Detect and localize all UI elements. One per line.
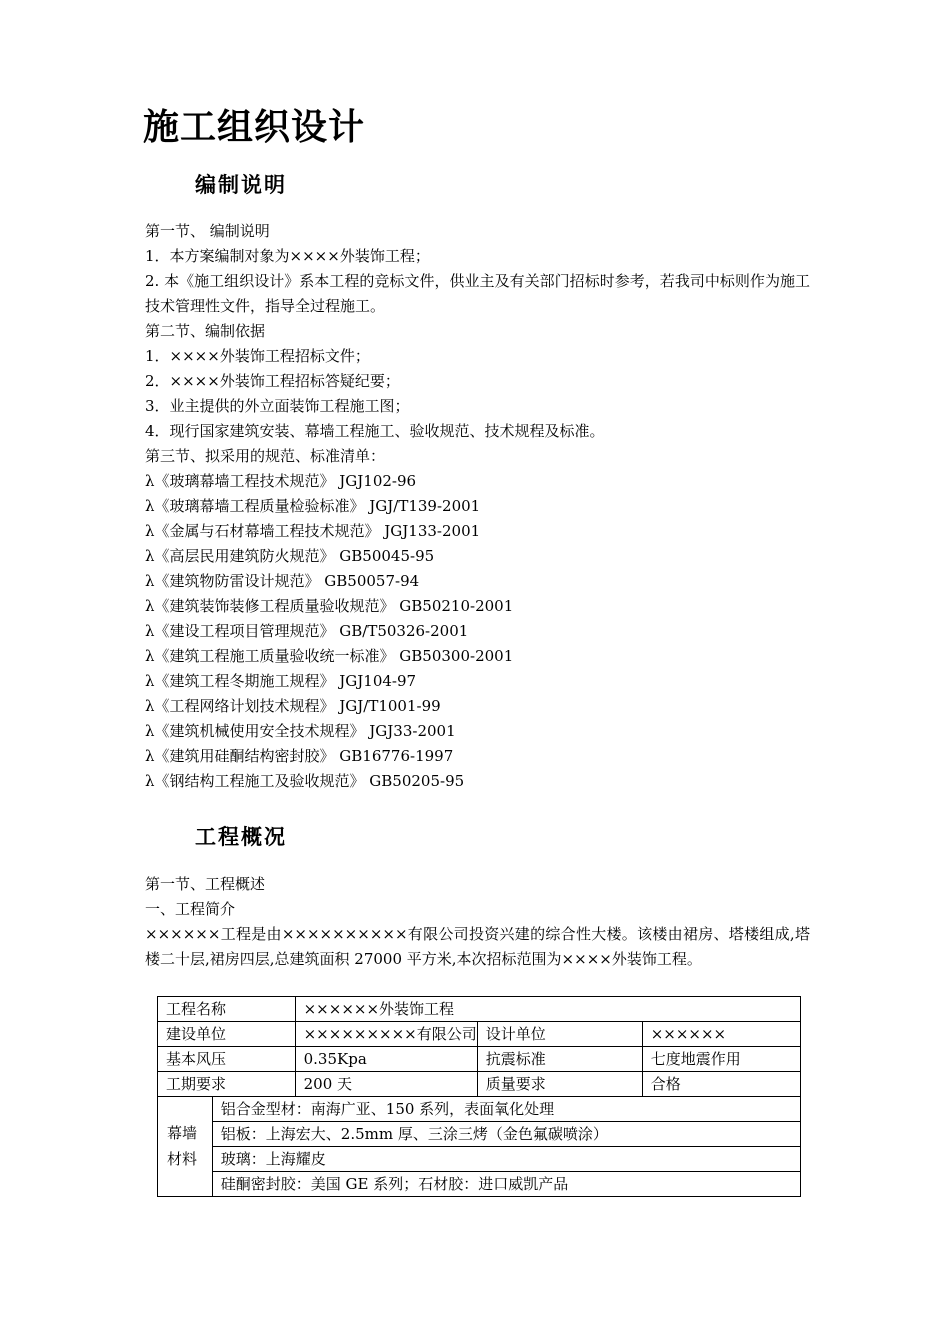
text-paragraph: 2. 本《施工组织设计》系本工程的竞标文件，供业主及有关部门招标时参考，若我司中标则作为施工技术管理性文件，指导全过程施工。 (145, 272, 810, 315)
materials-label-cell: 幕墙材料 (158, 1097, 213, 1197)
standard-item: λ《建筑工程施工质量验收统一标准》 GB50300-2001 (145, 647, 514, 665)
table-cell-label: 基本风压 (158, 1047, 296, 1072)
standard-item: λ《建筑物防雷设计规范》 GB50057-94 (145, 572, 420, 590)
standard-item: λ《建筑用硅酮结构密封胶》 GB16776-1997 (145, 747, 454, 765)
table-row (158, 997, 801, 1022)
text-line: 1．××××外装饰工程招标文件； (145, 347, 370, 365)
material-item: 硅酮密封胶：美国 GE 系列；石材胶：进口威凯产品 (212, 1172, 800, 1197)
text-line: 1．本方案编制对象为××××外装饰工程； (145, 247, 430, 265)
table-cell-value: ××××××外装饰工程 (295, 997, 800, 1022)
table-cell-value: ×××××× (642, 1022, 800, 1047)
table-row (158, 1047, 801, 1072)
table-cell-value: 0.35Kpa (295, 1047, 477, 1072)
table-row (158, 1122, 801, 1147)
subsection-heading: 第二节、编制依据 (145, 322, 266, 340)
project-info-table (157, 996, 801, 1197)
table-row (158, 1072, 801, 1097)
subsection-heading: 第三节、拟采用的规范、标准清单： (145, 447, 386, 465)
text-line: 3．业主提供的外立面装饰工程施工图； (145, 397, 410, 415)
table-cell-label: 设计单位 (477, 1022, 642, 1047)
standard-item: λ《钢结构工程施工及验收规范》 GB50205-95 (145, 772, 465, 790)
standard-item: λ《建筑装饰装修工程质量验收规范》 GB50210-2001 (145, 597, 514, 615)
standard-item: λ《玻璃幕墙工程技术规范》 JGJ102-96 (145, 472, 417, 490)
standard-item: λ《高层民用建筑防火规范》 GB50045-95 (145, 547, 435, 565)
material-item: 玻璃：上海耀皮 (212, 1147, 800, 1172)
table-cell-value: 七度地震作用 (642, 1047, 800, 1072)
standard-item: λ《建设工程项目管理规范》 GB/T50326-2001 (145, 622, 469, 640)
table-row (158, 1147, 801, 1172)
standard-item: λ《建筑机械使用安全技术规程》 JGJ33-2001 (145, 722, 456, 740)
table-cell-value: ×××××××××有限公司 (295, 1022, 477, 1047)
standard-item: λ《玻璃幕墙工程质量检验标准》 JGJ/T139-2001 (145, 497, 481, 515)
subsection-heading: 第一节、 编制说明 (145, 222, 270, 240)
standard-item: λ《建筑工程冬期施工规程》 JGJ104-97 (145, 672, 417, 690)
page-title: 施工组织设计 (143, 106, 366, 148)
text-line: 2．××××外装饰工程招标答疑纪要； (145, 372, 400, 390)
text-line: 4．现行国家建筑安装、幕墙工程施工、验收规范、技术规程及标准。 (145, 422, 605, 440)
subsection-heading: 一、工程简介 (145, 900, 236, 918)
section-body-project-overview (145, 872, 810, 972)
table-row (158, 1022, 801, 1047)
section-body-compile-notes (145, 219, 810, 794)
section-heading-project-overview: 工程概况 (195, 824, 287, 849)
standard-item: λ《金属与石材幕墙工程技术规范》 JGJ133-2001 (145, 522, 481, 540)
table-row (158, 1172, 801, 1197)
table-row (158, 1097, 801, 1122)
material-item: 铝板：上海宏大、2.5mm 厚、三涂三烤（金色氟碳喷涂） (212, 1122, 800, 1147)
table-cell-label: 建设单位 (158, 1022, 296, 1047)
section-heading-compile-notes: 编制说明 (195, 172, 287, 197)
material-item: 铝合金型材：南海广亚、150 系列，表面氧化处理 (212, 1097, 800, 1122)
text-paragraph: ××××××工程是由××××××××××有限公司投资兴建的综合性大楼。该楼由裙房、塔楼组成,塔楼二十层,裙房四层,总建筑面积 27000 平方米,本次招标范围为××××外装饰工程。 (145, 925, 810, 968)
standard-item: λ《工程网络计划技术规程》 JGJ/T1001-99 (145, 697, 441, 715)
subsection-heading: 第一节、工程概述 (145, 875, 266, 893)
table-cell-label: 工程名称 (158, 997, 296, 1022)
table-cell-label: 质量要求 (477, 1072, 642, 1097)
table-cell-label: 工期要求 (158, 1072, 296, 1097)
table-cell-label: 抗震标准 (477, 1047, 642, 1072)
table-cell-value: 200 天 (295, 1072, 477, 1097)
table-cell-value: 合格 (642, 1072, 800, 1097)
